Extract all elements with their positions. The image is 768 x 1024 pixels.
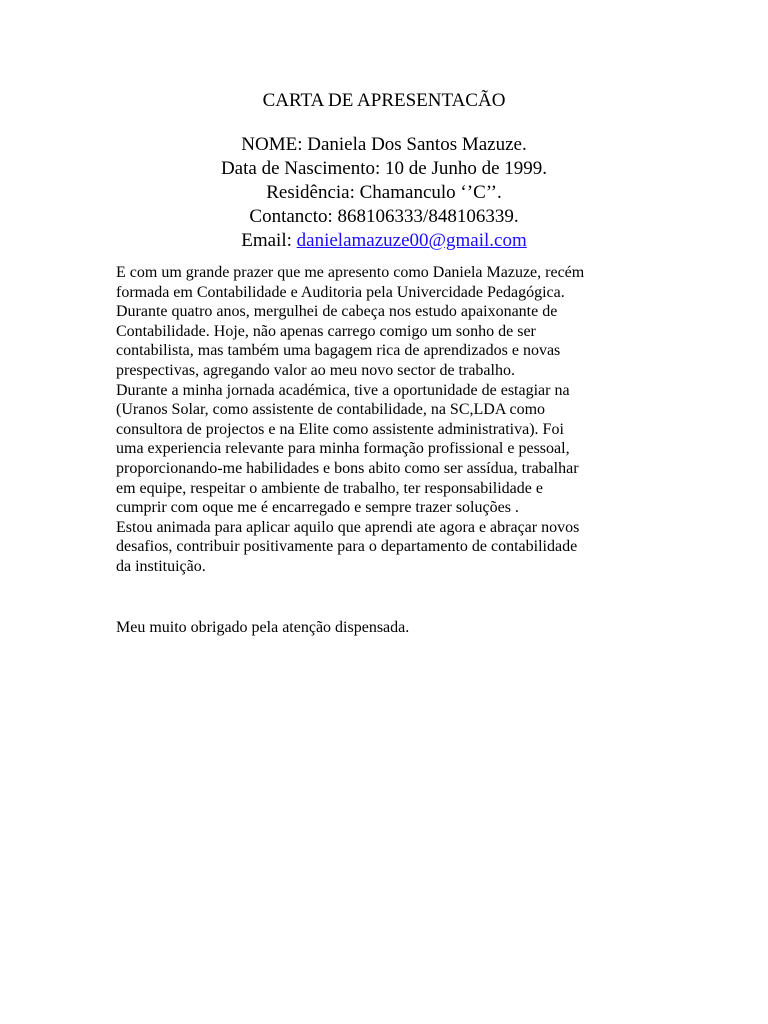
body-line: em equipe, respeitar o ambiente de trabalho, ter responsabilidade e [116, 479, 543, 497]
email-line [0, 229, 768, 253]
letter-title [0, 89, 768, 113]
body-line: Estou animada para aplicar aquilo que aprendi ate agora e abraçar novos [116, 518, 580, 536]
body-line: consultora de projectos e na Elite como assistente administrativa). Foi [116, 420, 564, 438]
residence-line: Residência: Chamanculo ‘’C’’. [266, 182, 502, 203]
body-line: cumprir com oque me é encarregado e sempre trazer soluções . [116, 499, 519, 517]
email-label: Email: [241, 230, 297, 251]
body-line: da instituição. [116, 557, 206, 575]
body-line: Durante a minha jornada académica, tive a oportunidade de estagiar na [116, 381, 570, 399]
body-line: Contabilidade. Hoje, não apenas carrego comigo um sonho de ser [116, 322, 536, 340]
body-line: prespectivas, agregando valor ao meu novo sector de trabalho. [116, 361, 515, 379]
name-line: NOME: Daniela Dos Santos Mazuze. [241, 134, 527, 155]
body-line: desafios, contribuir positivamente para o departamento de contabilidade [116, 538, 578, 556]
closing-line: Meu muito obrigado pela atenção dispensada. [116, 619, 410, 636]
personal-info-block [0, 133, 768, 253]
letter-body [116, 263, 656, 577]
body-line: Durante quatro anos, mergulhei de cabeça nos estudo apaixonante de [116, 303, 558, 321]
body-line: contabilista, mas também uma bagagem rica de aprendizados e novas [116, 342, 561, 360]
contact-line: Contancto: 868106333/848106339. [249, 206, 519, 227]
title-text: CARTA DE APRESENTACÃO [262, 90, 506, 111]
body-line: E com um grande prazer que me apresento como Daniela Mazuze, recém [116, 264, 585, 281]
body-line: proporcionando-me habilidades e bons abito como ser assídua, trabalhar [116, 459, 579, 477]
birth-date-line: Data de Nascimento: 10 de Junho de 1999. [220, 158, 548, 179]
body-line: uma experiencia relevante para minha formação profissional e pessoal, [116, 440, 570, 458]
email-link[interactable]: danielamazuze00@gmail.com [296, 230, 527, 251]
body-line: (Uranos Solar, como assistente de contabilidade, na SC,LDA como [116, 401, 546, 419]
body-line: formada em Contabilidade e Auditoria pela Univercidade Pedagógica. [116, 283, 565, 301]
